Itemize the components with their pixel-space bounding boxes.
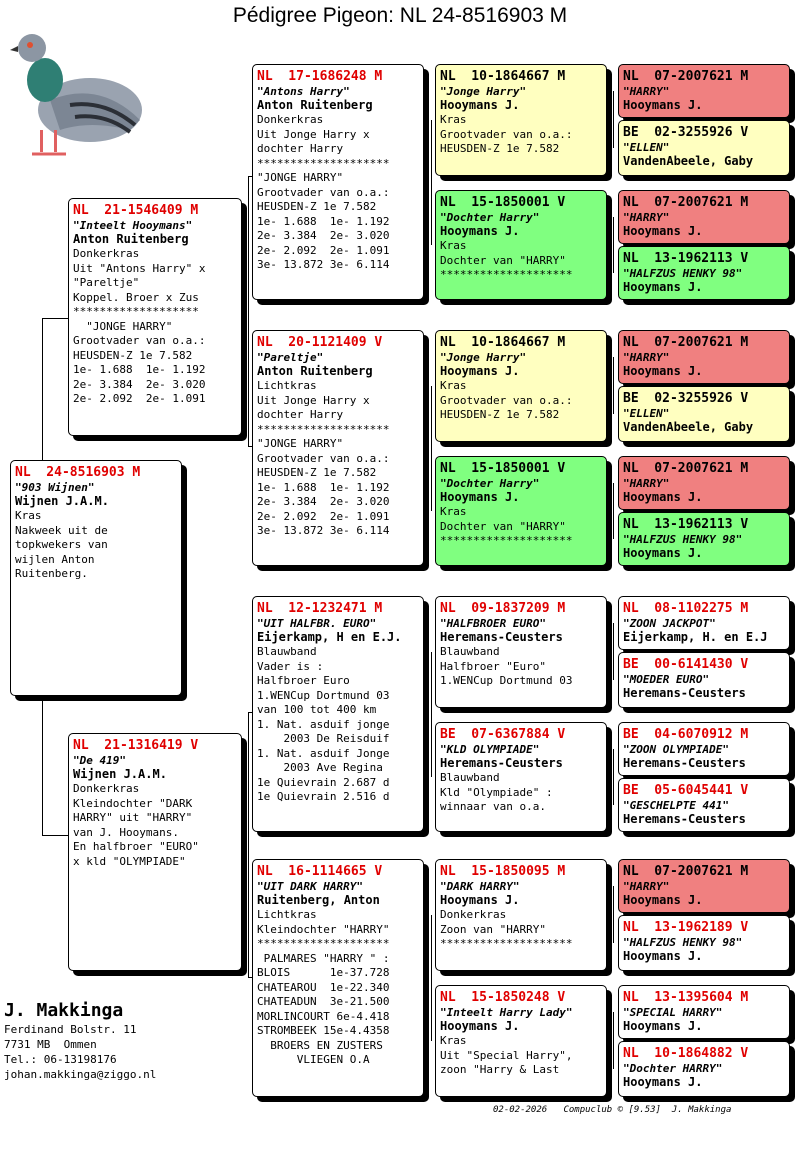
ring-number: NL 13-1962113 V	[623, 517, 749, 532]
ring-number: NL 15-1850095 M	[440, 864, 566, 879]
pedigree-box-gen4	[618, 386, 790, 442]
pedigree-note: Kras	[440, 505, 467, 518]
connector	[613, 623, 614, 680]
pedigree-box-sire	[68, 198, 242, 436]
pedigree-box-gen4	[618, 915, 790, 971]
breeder-name: Hooymans J.	[623, 280, 703, 294]
pedigree-note: HEUSDEN-Z 1e 7.582	[257, 200, 377, 213]
pigeon-name: "ELLEN"	[623, 407, 670, 420]
breeder-name: Hooymans J.	[623, 893, 703, 907]
pigeon-name: "903 Wijnen"	[15, 481, 95, 494]
pedigree-note: Grootvader van o.a.:	[257, 451, 390, 465]
pedigree-note: ********************	[257, 422, 390, 436]
pigeon-name: "Inteelt Harry Lady"	[440, 1006, 573, 1019]
pedigree-note: 2003 De Reisduif	[257, 732, 390, 745]
pedigree-note: ********************	[440, 534, 573, 547]
footer-credit: 02-02-2026 Compuclub © [9.53] J. Makkinga	[493, 1105, 732, 1115]
connector	[431, 120, 432, 245]
pedigree-note: Lichtkras	[257, 908, 317, 921]
pedigree-box-gen4	[618, 64, 790, 118]
ring-number: NL 07-2007621 M	[623, 461, 749, 476]
pedigree-note: topkwekers van	[15, 538, 108, 551]
pedigree-note: Blauwband	[440, 645, 500, 658]
pedigree-note: Grootvader van o.a.:	[73, 334, 206, 347]
ring-number: BE 07-6367884 V	[440, 727, 566, 742]
pigeon-name: "Jonge Harry"	[440, 85, 527, 98]
ring-number: NL 07-2007621 M	[623, 335, 749, 350]
pedigree-box-dam	[68, 733, 242, 971]
pedigree-note: dochter Harry	[257, 408, 344, 421]
pedigree-note: 2e- 2.092 2e- 1.091	[257, 243, 390, 257]
pedigree-box-gen2	[252, 859, 424, 1097]
pigeon-name: "Antons Harry"	[257, 85, 350, 98]
pedigree-note: BLOIS 1e-37.728	[257, 966, 390, 979]
pedigree-box-gen4	[618, 512, 790, 566]
ring-number: NL 13-1962189 V	[623, 920, 749, 935]
pedigree-note: 2003 Ave Regina	[257, 761, 383, 774]
pedigree-note: Uit "Antons Harry" x	[73, 261, 206, 275]
pedigree-box-gen4	[618, 722, 790, 776]
pedigree-note: CHATEADUN 3e-21.500	[257, 995, 390, 1008]
breeder-name: Heremans-Ceusters	[623, 812, 746, 826]
pedigree-note: ********************	[257, 937, 390, 950]
pedigree-box-gen4	[618, 456, 790, 510]
pedigree-note: Kras	[440, 379, 467, 392]
breeder-name: Heremans-Ceusters	[440, 756, 563, 770]
breeder-name: Anton Ruitenberg	[257, 364, 373, 378]
ring-number: NL 10-1864667 M	[440, 335, 566, 350]
breeder-name: Ruitenberg, Anton	[257, 893, 380, 907]
pedigree-note: x kld "OLYMPIADE"	[73, 854, 186, 868]
ring-number: NL 21-1316419 V	[73, 738, 199, 753]
ring-number: NL 20-1121409 V	[257, 335, 383, 350]
breeder-name: Hooymans J.	[623, 224, 703, 238]
connector	[42, 700, 43, 835]
pedigree-note: Kras	[440, 1034, 467, 1047]
pigeon-name: "HARRY"	[623, 880, 670, 893]
pedigree-note: Nakweek uit de	[15, 523, 108, 537]
connector	[248, 446, 252, 447]
pedigree-note: Vader is :	[257, 659, 324, 673]
pedigree-note: Grootvader van o.a.:	[257, 185, 390, 199]
ring-number: NL 09-1837209 M	[440, 601, 566, 616]
ring-number: NL 08-1102275 M	[623, 601, 749, 616]
pedigree-box-gen3	[435, 330, 607, 442]
pedigree-note: Grootvader van o.a.:	[440, 127, 573, 141]
pedigree-box-gen3	[435, 859, 607, 971]
pedigree-note: HEUSDEN-Z 1e 7.582	[440, 408, 560, 421]
pedigree-box-gen2	[252, 330, 424, 566]
breeder-name: Hooymans J.	[440, 490, 520, 504]
pigeon-logo	[10, 20, 150, 174]
pedigree-note: Kras	[440, 113, 467, 126]
ring-number: NL 12-1232471 M	[257, 601, 383, 616]
pedigree-note: Halfbroer "Euro"	[440, 659, 546, 673]
pigeon-name: "HARRY"	[623, 351, 670, 364]
connector	[431, 915, 432, 1041]
pedigree-note: wijlen Anton	[15, 552, 95, 566]
pedigree-note: "JONGE HARRY"	[257, 437, 344, 450]
pedigree-note: 1e- 1.688 1e- 1.192	[73, 363, 206, 376]
pedigree-note: Uit Jonge Harry x	[257, 393, 370, 407]
connector	[613, 217, 614, 273]
pedigree-box-gen4	[618, 985, 790, 1039]
ring-number: BE 02-3255926 V	[623, 125, 749, 140]
breeder-name: Hooymans J.	[623, 490, 703, 504]
pigeon-name: "Dochter Harry"	[440, 477, 540, 490]
pedigree-note: 2e- 3.384 2e- 3.020	[257, 229, 390, 242]
pedigree-note: zoon "Harry & Last	[440, 1063, 560, 1076]
ring-number: NL 10-1864667 M	[440, 69, 566, 84]
pedigree-note: Kras	[440, 239, 467, 252]
pedigree-note: van 100 tot 400 km	[257, 703, 377, 716]
pigeon-name: "Dochter Harry"	[440, 211, 540, 224]
pedigree-note: Koppel. Broer x Zus	[73, 290, 199, 304]
pedigree-note: HEUSDEN-Z 1e 7.582	[257, 466, 377, 479]
pigeon-name: "Pareltje"	[257, 351, 324, 364]
owner-address-line: Ferdinand Bolstr. 11	[4, 1023, 137, 1036]
pedigree-note: Halfbroer Euro	[257, 674, 350, 687]
breeder-name: Hooymans J.	[623, 98, 703, 112]
connector	[613, 91, 614, 148]
connector	[42, 318, 68, 319]
owner-phone: Tel.: 06-13198176	[4, 1053, 117, 1066]
pedigree-note: BROERS EN ZUSTERS	[257, 1038, 383, 1052]
pedigree-note: "Pareltje"	[73, 276, 140, 289]
breeder-name: Hooymans J.	[440, 364, 520, 378]
breeder-name: Hooymans J.	[623, 1019, 703, 1033]
breeder-name: Hooymans J.	[623, 949, 703, 963]
connector	[613, 749, 614, 805]
pigeon-name: "HALFZUS HENKY 98"	[623, 267, 743, 280]
ring-number: NL 10-1864882 V	[623, 1046, 749, 1061]
pedigree-note: ********************	[440, 268, 573, 281]
ring-number: NL 07-2007621 M	[623, 864, 749, 879]
pigeon-name: "Dochter HARRY"	[623, 1062, 723, 1075]
pedigree-note: 2e- 2.092 2e- 1.091	[73, 392, 206, 405]
breeder-name: Eijerkamp, H en E.J.	[257, 630, 402, 644]
pedigree-note: MORLINCOURT 6e-4.418	[257, 1009, 390, 1023]
pedigree-note: HEUSDEN-Z 1e 7.582	[440, 142, 560, 155]
pigeon-name: "Jonge Harry"	[440, 351, 527, 364]
pedigree-note: 1e Quievrain 2.687 d	[257, 775, 390, 789]
ring-number: NL 16-1114665 V	[257, 864, 383, 879]
pigeon-name: "KLD OLYMPIADE"	[440, 743, 540, 756]
connector	[431, 386, 432, 511]
pedigree-note: 3e- 13.872 3e- 6.114	[257, 524, 390, 537]
pedigree-note: Uit "Special Harry",	[440, 1048, 573, 1062]
pedigree-note: Lichtkras	[257, 379, 317, 392]
breeder-name: Hooymans J.	[440, 893, 520, 907]
pigeon-name: "Inteelt Hooymans"	[73, 219, 193, 232]
pedigree-note: 1e Quievrain 2.516 d	[257, 790, 390, 803]
breeder-name: Heremans-Ceusters	[623, 686, 746, 700]
pigeon-name: "ZOON JACKPOT"	[623, 617, 716, 630]
breeder-name: Hooymans J.	[623, 364, 703, 378]
pigeon-name: "HALFZUS HENKY 98"	[623, 936, 743, 949]
ring-number: NL 15-1850248 V	[440, 990, 566, 1005]
connector	[431, 652, 432, 777]
breeder-name: Heremans-Ceusters	[623, 756, 746, 770]
pedigree-note: "JONGE HARRY"	[73, 319, 173, 333]
ring-number: NL 15-1850001 V	[440, 461, 566, 476]
pedigree-note: 1e- 1.688 1e- 1.192	[257, 214, 390, 228]
pigeon-name: "UIT DARK HARRY"	[257, 880, 363, 893]
pedigree-note: Ruitenberg.	[15, 567, 88, 580]
pedigree-box-gen4	[618, 120, 790, 176]
pigeon-name: "HALFBROER EURO"	[440, 617, 546, 630]
owner-info	[4, 1000, 156, 1082]
breeder-name: Hooymans J.	[440, 224, 520, 238]
ring-number: NL 13-1395604 M	[623, 990, 749, 1005]
pedigree-note: 2e- 2.092 2e- 1.091	[257, 509, 390, 523]
connector	[613, 483, 614, 539]
pedigree-note: Donkerkras	[73, 782, 140, 795]
pedigree-note: 2e- 3.384 2e- 3.020	[73, 377, 206, 391]
pedigree-note: "JONGE HARRY"	[257, 171, 344, 184]
pedigree-note: HARRY" uit "HARRY"	[73, 811, 193, 824]
breeder-name: Anton Ruitenberg	[257, 98, 373, 112]
pedigree-note: 2e- 3.384 2e- 3.020	[257, 495, 390, 508]
pigeon-name: "ELLEN"	[623, 141, 670, 154]
pedigree-note: Kld "Olympiade" :	[440, 785, 553, 799]
pedigree-note: van J. Hooymans.	[73, 825, 179, 839]
pedigree-note: Dochter van "HARRY"	[440, 253, 566, 267]
pedigree-note: VLIEGEN O.A	[257, 1053, 370, 1066]
pedigree-note: Uit Jonge Harry x	[257, 127, 370, 141]
pedigree-box-gen3	[435, 596, 607, 708]
connector	[613, 357, 614, 414]
breeder-name: Hooymans J.	[623, 1075, 703, 1089]
breeder-name: Wijnen J.A.M.	[73, 767, 167, 781]
pedigree-box-gen3	[435, 722, 607, 832]
pedigree-note: En halfbroer "EURO"	[73, 840, 199, 853]
breeder-name: VandenAbeele, Gaby	[623, 420, 754, 434]
pedigree-note: 3e- 13.872 3e- 6.114	[257, 258, 390, 271]
pedigree-note: PALMARES "HARRY " :	[257, 951, 390, 965]
pedigree-note: ********************	[440, 937, 573, 950]
pedigree-note: 1e- 1.688 1e- 1.192	[257, 480, 390, 494]
breeder-name: Anton Ruitenberg	[73, 232, 189, 246]
pigeon-name: "GESCHELPTE 441"	[623, 799, 729, 812]
connector	[248, 712, 249, 977]
pedigree-note: Donkerkras	[257, 113, 324, 126]
breeder-name: Hooymans J.	[440, 98, 520, 112]
pedigree-note: HEUSDEN-Z 1e 7.582	[73, 348, 193, 362]
breeder-name: VandenAbeele, Gaby	[623, 154, 754, 168]
pedigree-note: Donkerkras	[73, 247, 140, 260]
pigeon-name: "DARK HARRY"	[440, 880, 520, 893]
connector	[42, 318, 43, 460]
pedigree-box-gen2	[252, 596, 424, 832]
pigeon-name: "MOEDER EURO"	[623, 673, 710, 686]
pigeon-name: "HARRY"	[623, 211, 670, 224]
pigeon-name: "ZOON OLYMPIADE"	[623, 743, 729, 756]
pedigree-note: 1.WENCup Dortmund 03	[440, 674, 573, 687]
pedigree-note: Kras	[15, 509, 42, 522]
owner-email: johan.makkinga@ziggo.nl	[4, 1068, 157, 1081]
connector	[248, 712, 252, 713]
pedigree-box-gen4	[618, 330, 790, 384]
pedigree-box-gen4	[618, 246, 790, 300]
page-title: Pédigree Pigeon: NL 24-8516903 M	[232, 4, 568, 27]
pedigree-box-gen3	[435, 190, 607, 300]
connector	[248, 977, 252, 978]
pedigree-note: *******************	[73, 305, 199, 318]
pigeon-name: "SPECIAL HARRY"	[623, 1006, 723, 1019]
pedigree-note: Blauwband	[257, 645, 317, 658]
pedigree-note: 1. Nat. asduif jonge	[257, 717, 390, 731]
ring-number: BE 04-6070912 M	[623, 727, 749, 742]
pedigree-note: Dochter van "HARRY"	[440, 519, 566, 533]
connector	[613, 1012, 614, 1069]
owner-address-line: 7731 MB Ommen	[4, 1038, 97, 1051]
breeder-name: Heremans-Ceusters	[440, 630, 563, 644]
pedigree-note: CHATEAROU 1e-22.340	[257, 980, 390, 994]
ring-number: NL 07-2007621 M	[623, 69, 749, 84]
ring-number: BE 05-6045441 V	[623, 783, 749, 798]
pedigree-note: Grootvader van o.a.:	[440, 393, 573, 407]
pedigree-note: Zoon van "HARRY"	[440, 922, 546, 936]
ring-number: NL 24-8516903 M	[15, 465, 141, 480]
ring-number: NL 15-1850001 V	[440, 195, 566, 210]
ring-number: NL 13-1962113 V	[623, 251, 749, 266]
connector	[248, 176, 252, 177]
pedigree-note: ********************	[257, 156, 390, 170]
pigeon-name: "UIT HALFBR. EURO"	[257, 617, 377, 630]
ring-number: NL 17-1686248 M	[257, 69, 383, 84]
pedigree-box-subject	[10, 460, 182, 696]
pedigree-box-gen4	[618, 652, 790, 708]
connector	[613, 886, 614, 943]
pedigree-note: Donkerkras	[440, 908, 507, 921]
pedigree-note: 1. Nat. asduif Jonge	[257, 746, 390, 760]
breeder-name: Eijerkamp, H. en E.J	[623, 630, 768, 644]
pigeon-name: "HALFZUS HENKY 98"	[623, 533, 743, 546]
pedigree-box-gen4	[618, 778, 790, 832]
owner-name: J. Makkinga	[4, 1000, 124, 1021]
pedigree-note: 1.WENCup Dortmund 03	[257, 688, 390, 702]
pedigree-note: Kleindochter "DARK	[73, 796, 193, 810]
pedigree-box-gen2	[252, 64, 424, 300]
pedigree-box-gen4	[618, 1041, 790, 1097]
pedigree-box-gen3	[435, 985, 607, 1097]
pedigree-note: winnaar van o.a.	[440, 800, 546, 813]
breeder-name: Hooymans J.	[440, 1019, 520, 1033]
ring-number: NL 21-1546409 M	[73, 203, 199, 218]
pedigree-note: STROMBEEK 15e-4.4358	[257, 1024, 390, 1037]
pedigree-box-gen4	[618, 596, 790, 650]
pedigree-note: Kleindochter "HARRY"	[257, 922, 390, 936]
pigeon-name: "HARRY"	[623, 85, 670, 98]
pedigree-box-gen3	[435, 64, 607, 176]
breeder-name: Wijnen J.A.M.	[15, 494, 109, 508]
ring-number: BE 00-6141430 V	[623, 657, 749, 672]
pigeon-name: "De 419"	[73, 754, 126, 767]
pedigree-box-gen4	[618, 190, 790, 244]
connector	[248, 176, 249, 446]
ring-number: BE 02-3255926 V	[623, 391, 749, 406]
pigeon-name: "HARRY"	[623, 477, 670, 490]
pedigree-box-gen4	[618, 859, 790, 913]
ring-number: NL 07-2007621 M	[623, 195, 749, 210]
connector	[42, 835, 68, 836]
pedigree-note: dochter Harry	[257, 142, 344, 155]
pedigree-box-gen3	[435, 456, 607, 566]
breeder-name: Hooymans J.	[623, 546, 703, 560]
pedigree-note: Blauwband	[440, 771, 500, 784]
